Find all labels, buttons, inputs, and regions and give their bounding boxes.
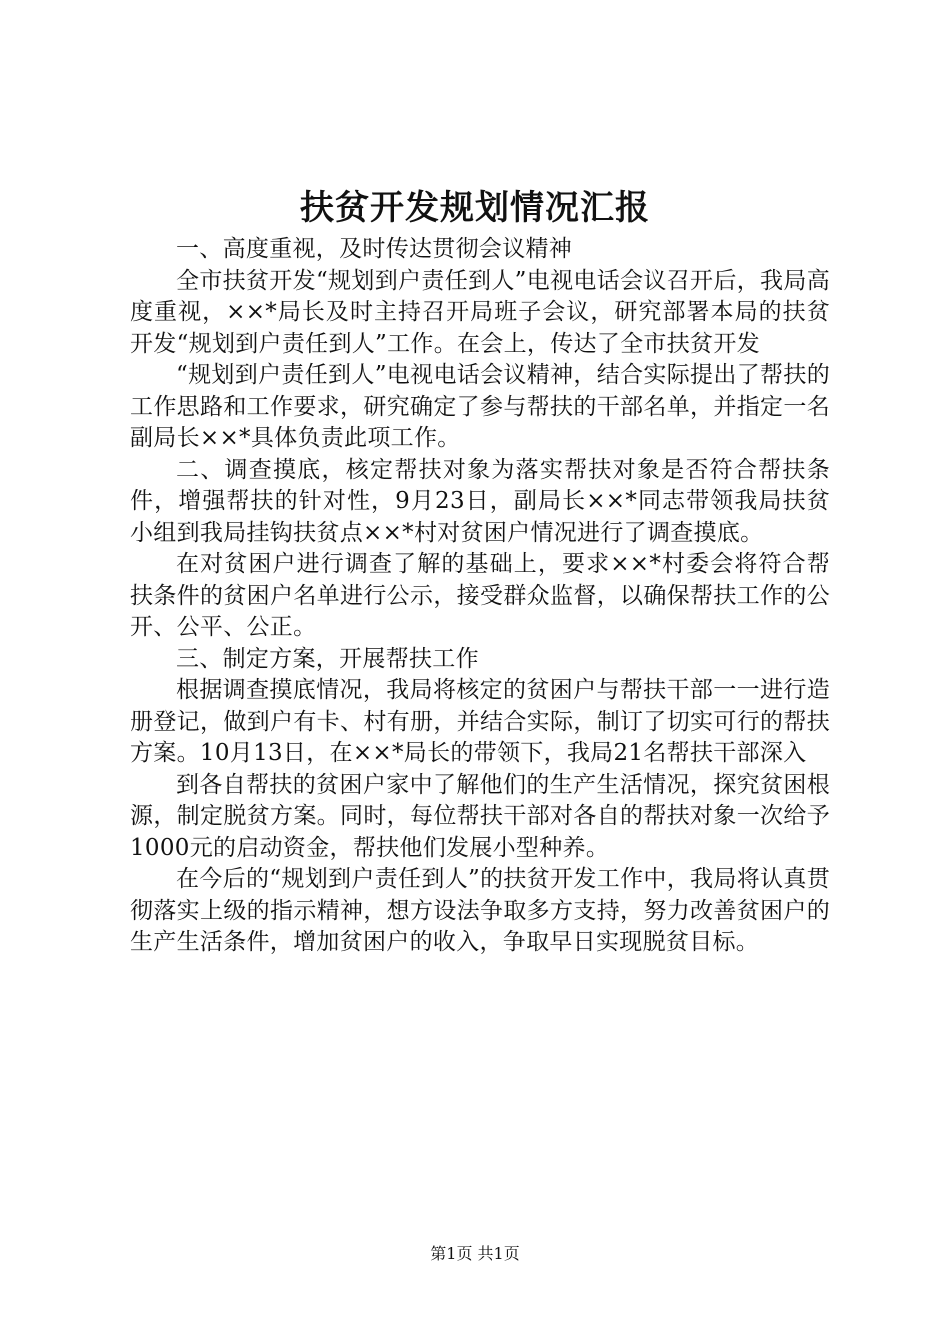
paragraph-2: “规划到户责任到人”电视电话会议精神，结合实际提出了帮扶的工作思路和工作要求，研究确定了参与帮扶的干部名单，并指定一名副局长××*具体负责此项工作。 — [130, 362, 830, 451]
paragraph-7: 在今后的“规划到户责任到人”的扶贫开发工作中，我局将认真贯彻落实上级的指示精神，想方设法争取多方支持，努力改善贫困户的生产生活条件，增加贫困户的收入，争取早日实现脱贫目标。 — [130, 866, 830, 955]
paragraph-5: 根据调查摸底情况，我局将核定的贫困户与帮扶干部一一进行造册登记，做到户有卡、村有册，并结合实际，制订了切实可行的帮扶方案。10月13日，在××*局长的带领下，我局21名帮扶干部深入 — [130, 677, 830, 766]
document-title: 扶贫开发规划情况汇报 — [300, 188, 650, 228]
section-heading-3: 三、制定方案，开展帮扶工作 — [176, 645, 479, 672]
section-heading-1: 一、高度重视，及时传达贯彻会议精神 — [176, 236, 573, 262]
paragraph-4: 在对贫困户进行调查了解的基础上，要求××*村委会将符合帮扶条件的贫困户名单进行公示，接受群众监督，以确保帮扶工作的公开、公平、公正。 — [130, 551, 830, 640]
document-body — [130, 234, 830, 959]
page-footer: 第1页 共1页 — [430, 1244, 520, 1263]
paragraph-6: 到各自帮扶的贫困户家中了解他们的生产生活情况，探究贫困根源，制定脱贫方案。同时，每位帮扶干部对各自的帮扶对象一次给予1000元的启动资金，帮扶他们发展小型种养。 — [130, 771, 830, 861]
paragraph-1: 全市扶贫开发“规划到户责任到人”电视电话会议召开后，我局高度重视，××*局长及时主持召开局班子会议，研究部署本局的扶贫开发“规划到户责任到人”工作。在会上，传达了全市扶贫开发 — [130, 267, 830, 357]
paragraph-3: 二、调查摸底，核定帮扶对象为落实帮扶对象是否符合帮扶条件，增强帮扶的针对性，9月23日，副局长××*同志带领我局扶贫小组到我局挂钩扶贫点××*村对贫困户情况进行了调查摸底。 — [130, 456, 830, 546]
